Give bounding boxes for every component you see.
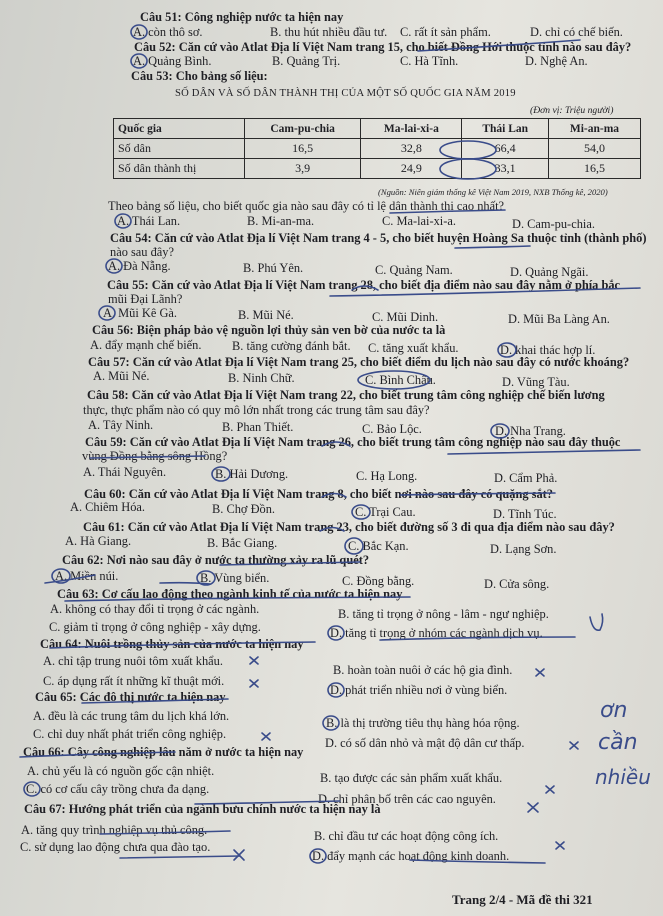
- handwriting-note-2: cần: [598, 730, 638, 755]
- question-53-stem: Theo bảng số liệu, cho biết quốc gia nào sau đây có tỉ lệ dân thành thị cao nhất?: [108, 199, 505, 213]
- q60-option-d[interactable]: D. Tĩnh Túc.: [493, 507, 557, 521]
- q51-option-a[interactable]: A. còn thô sơ.: [133, 25, 203, 39]
- cross-mark-icon: [546, 786, 554, 793]
- q64-option-c[interactable]: C. áp dụng rất ít những kĩ thuật mới.: [43, 674, 225, 688]
- q56-option-d[interactable]: D. khai thác hợp lí.: [500, 343, 596, 357]
- q59-option-c[interactable]: C. Hạ Long.: [356, 469, 418, 483]
- question-52: Câu 52: Căn cứ vào Atlat Địa lí Việt Nam trang 15, cho biết Đồng Hới thuộc tỉnh nào sau đây?: [134, 40, 632, 54]
- q67-option-d[interactable]: D. đẩy mạnh các hoạt động kinh doanh.: [312, 849, 510, 863]
- q56-option-a[interactable]: A. đẩy mạnh chế biến.: [90, 338, 202, 352]
- data-table: [113, 118, 641, 179]
- q54-option-c[interactable]: C. Quảng Nam.: [375, 263, 453, 277]
- q55-option-d[interactable]: D. Mũi Ba Làng An.: [508, 312, 610, 326]
- q64-option-d[interactable]: D. phát triển nhiều nơi ở vùng biển.: [330, 683, 508, 697]
- q53-option-c[interactable]: C. Ma-lai-xi-a.: [382, 214, 456, 228]
- table-cell: 3,9: [245, 159, 361, 179]
- table-header-cell: Cam-pu-chia: [245, 119, 361, 139]
- q63-option-d[interactable]: D. tăng tỉ trọng ở nhóm các ngành dịch vụ.: [330, 626, 543, 640]
- question-59-cont: vùng Đồng bằng sông Hồng?: [82, 449, 228, 463]
- q64-option-b[interactable]: B. hoàn toàn nuôi ở các hộ gia đình.: [333, 663, 513, 677]
- q57-option-c[interactable]: C. Bình Châu.: [365, 373, 436, 387]
- q61-option-b[interactable]: B. Bắc Giang.: [207, 536, 278, 550]
- table-cell: Số dân thành thị: [114, 159, 245, 179]
- q53-option-a[interactable]: A. Thái Lan.: [117, 214, 181, 228]
- cross-mark-icon: [570, 742, 578, 749]
- check-mark-icon: [590, 614, 603, 630]
- table-header-cell: Ma-lai-xi-a: [361, 119, 462, 139]
- q56-option-c[interactable]: C. tăng xuất khẩu.: [368, 341, 459, 355]
- question-58-cont: thực, thực phẩm nào có quy mô lớn nhất trong các trung tâm sau đây?: [83, 403, 430, 417]
- q51-option-b[interactable]: B. thu hút nhiều đầu tư.: [270, 25, 388, 39]
- cross-mark-icon: [234, 850, 244, 860]
- question-54-cont: nào sau đây?: [110, 245, 174, 259]
- question-62: Câu 62: Nơi nào sau đây ở nước ta thường xảy ra lũ quét?: [62, 553, 370, 567]
- table-header-row: [114, 119, 641, 139]
- table-header-cell: Thái Lan: [462, 119, 549, 139]
- q58-option-c[interactable]: C. Bảo Lộc.: [362, 422, 422, 436]
- handwriting-note-3: nhiều: [595, 765, 651, 789]
- question-64: Câu 64: Nuôi trồng thủy sản của nước ta hiện nay: [40, 637, 304, 651]
- q66-option-a[interactable]: A. chủ yếu là có nguồn gốc cận nhiệt.: [27, 764, 215, 778]
- question-63: Câu 63: Cơ cấu lao động theo ngành kinh tế của nước ta hiện nay: [57, 587, 403, 601]
- table-cell: 33,1: [462, 159, 549, 179]
- q52-option-a[interactable]: A. Quảng Bình.: [133, 54, 212, 68]
- q57-option-d[interactable]: D. Vũng Tàu.: [502, 375, 570, 389]
- q58-option-a[interactable]: A. Tây Ninh.: [88, 418, 154, 432]
- q67-option-a[interactable]: A. tăng quy trình nghiệp vụ thủ công.: [21, 823, 208, 837]
- q57-option-a[interactable]: A. Mũi Né.: [93, 369, 150, 383]
- question-57: Câu 57: Căn cứ vào Atlat Địa lí Việt Nam trang 25, cho biết điểm du lịch nào sau đây có nước khoáng?: [88, 355, 630, 369]
- cross-mark-icon: [528, 803, 538, 812]
- table-cell: 16,5: [548, 159, 640, 179]
- question-66: Câu 66: Cây công nghiệp lâu năm ở nước ta hiện nay: [23, 745, 304, 759]
- q60-option-b[interactable]: B. Chợ Đồn.: [212, 502, 276, 516]
- q55-option-c[interactable]: C. Mũi Dinh.: [372, 310, 439, 324]
- q66-option-b[interactable]: B. tạo được các sản phẩm xuất khẩu.: [320, 771, 503, 785]
- question-61: Câu 61: Căn cứ vào Atlat Địa lí Việt Nam trang 23, cho biết đường số 3 đi qua địa điểm nào sau đây?: [83, 520, 615, 534]
- handwriting-note-1: ơn: [600, 698, 628, 723]
- q55-option-b[interactable]: B. Mũi Né.: [238, 308, 294, 322]
- q64-option-a[interactable]: A. chỉ tập trung nuôi tôm xuất khẩu.: [43, 654, 223, 668]
- question-51: Câu 51: Công nghiệp nước ta hiện nay: [140, 10, 344, 24]
- q63-option-c[interactable]: C. giảm tỉ trọng ở công nghiệp - xây dựng.: [49, 620, 261, 634]
- q67-option-c[interactable]: C. sử dụng lao động chưa qua đào tạo.: [20, 840, 211, 854]
- q61-option-d[interactable]: D. Lạng Sơn.: [490, 542, 557, 556]
- cross-mark-icon: [250, 657, 258, 664]
- q54-option-d[interactable]: D. Quảng Ngãi.: [510, 265, 589, 279]
- q55-option-a[interactable]: A. Mũi Kê Gà.: [103, 306, 177, 320]
- q66-option-c[interactable]: C. có cơ cấu cây trồng chưa đa dạng.: [26, 782, 210, 796]
- question-59: Câu 59: Căn cứ vào Atlat Địa lí Việt Nam trang 26, cho biết trung tâm công nghiệp nào sau đây thuộc: [85, 435, 621, 449]
- q52-option-c[interactable]: C. Hà Tĩnh.: [400, 54, 459, 68]
- table-cell: 54,0: [548, 139, 640, 159]
- cross-mark-icon: [250, 680, 258, 687]
- q65-option-c[interactable]: C. chỉ duy nhất phát triển công nghiệp.: [33, 727, 227, 741]
- question-58: Câu 58: Căn cứ vào Atlat Địa lí Việt Nam trang 22, cho biết trung tâm công nghiệp chế biến lương: [87, 388, 605, 402]
- question-56: Câu 56: Biện pháp bảo vệ nguồn lợi thủy sản ven bờ của nước ta là: [92, 323, 446, 337]
- q63-option-a[interactable]: A. không có thay đổi tỉ trọng ở các ngành.: [50, 602, 260, 616]
- q56-option-b[interactable]: B. tăng cường đánh bắt.: [232, 339, 351, 353]
- table-header-cell: Mi-an-ma: [548, 119, 640, 139]
- q59-option-a[interactable]: A. Thái Nguyên.: [83, 465, 167, 479]
- question-65: Câu 65: Các đô thị nước ta hiện nay: [35, 690, 226, 704]
- q63-option-b[interactable]: B. tăng tỉ trọng ở nông - lâm - ngư nghiệp.: [338, 607, 549, 621]
- q62-option-a[interactable]: A. Miền núi.: [55, 569, 119, 583]
- cross-mark-icon: [556, 842, 564, 849]
- table-cell: 66,4: [462, 139, 549, 159]
- q54-option-a[interactable]: A. Đà Nẵng.: [108, 259, 171, 273]
- q51-option-d[interactable]: D. chỉ có chế biến.: [530, 25, 623, 39]
- q58-option-b[interactable]: B. Phan Thiết.: [222, 420, 294, 434]
- question-54: Câu 54: Căn cứ vào Atlat Địa lí Việt Nam trang 4 - 5, cho biết huyện Hoàng Sa thuộc tỉnh (thành phố): [110, 231, 647, 245]
- table-cell: 16,5: [245, 139, 361, 159]
- q62-option-c[interactable]: C. Đồng bằng.: [342, 574, 415, 588]
- table-cell: 24,9: [361, 159, 462, 179]
- question-53: Câu 53: Cho bảng số liệu:: [131, 69, 268, 83]
- q67-option-b[interactable]: B. chỉ đầu tư các hoạt động công ích.: [314, 829, 499, 843]
- q65-option-b[interactable]: B. là thị trường tiêu thụ hàng hóa rộng.: [326, 716, 520, 730]
- q61-option-c[interactable]: C. Bắc Kạn.: [348, 539, 409, 553]
- q53-option-b[interactable]: B. Mi-an-ma.: [247, 214, 315, 228]
- cross-mark-icon: [536, 669, 544, 676]
- table-row: [114, 159, 641, 179]
- table-cell: 32,8: [361, 139, 462, 159]
- page-footer: Trang 2/4 - Mã đề thi 321: [452, 892, 593, 907]
- q60-option-c[interactable]: C. Trại Cau.: [355, 505, 416, 519]
- q51-option-c[interactable]: C. rất ít sản phẩm.: [400, 25, 491, 39]
- q59-option-b[interactable]: B. Hải Dương.: [215, 467, 289, 481]
- q54-option-b[interactable]: B. Phú Yên.: [243, 261, 304, 275]
- table-unit: (Đơn vị: Triệu người): [530, 105, 614, 116]
- q62-option-b[interactable]: B. Vùng biển.: [200, 571, 270, 585]
- q52-option-b[interactable]: B. Quảng Trị.: [272, 54, 341, 68]
- q65-option-d[interactable]: D. có số dân nhỏ và mật độ dân cư thấp.: [325, 736, 525, 750]
- q66-option-d[interactable]: D. chỉ phân bố trên các cao nguyên.: [318, 792, 496, 806]
- question-55: Câu 55: Căn cứ vào Atlat Địa lí Việt Nam trang 28, cho biết địa điểm nào sau đây nằm ở phía bắc: [107, 278, 621, 292]
- q59-option-d[interactable]: D. Cẩm Phả.: [494, 471, 558, 485]
- q53-option-d[interactable]: D. Cam-pu-chia.: [512, 217, 595, 231]
- q62-option-d[interactable]: D. Cửa sông.: [484, 577, 550, 591]
- table-title: SỐ DÂN VÀ SỐ DÂN THÀNH THỊ CỦA MỘT SỐ QUỐC GIA NĂM 2019: [175, 88, 516, 99]
- q52-option-d[interactable]: D. Nghệ An.: [525, 54, 588, 68]
- q60-option-a[interactable]: A. Chiêm Hóa.: [70, 500, 146, 514]
- question-55-cont: mũi Đại Lãnh?: [108, 292, 183, 306]
- q57-option-b[interactable]: B. Ninh Chữ.: [228, 371, 295, 385]
- table-source: (Nguồn: Niên giám thống kê Việt Nam 2019, NXB Thống kê, 2020): [378, 187, 608, 197]
- q58-option-d[interactable]: D. Nha Trang.: [495, 424, 566, 438]
- question-67: Câu 67: Hướng phát triển của ngành bưu chính nước ta hiện nay là: [24, 802, 381, 816]
- q61-option-a[interactable]: A. Hà Giang.: [65, 534, 132, 548]
- q65-option-a[interactable]: A. đều là các trung tâm du lịch khá lớn.: [33, 709, 230, 723]
- question-60: Câu 60: Căn cứ vào Atlat Địa lí Việt Nam trang 8, cho biết nơi nào sau đây có quặng sắt?: [84, 487, 553, 501]
- table-cell: Số dân: [114, 139, 245, 159]
- table-row: [114, 139, 641, 159]
- table-header-cell: Quốc gia: [114, 119, 245, 139]
- cross-mark-icon: [262, 733, 270, 740]
